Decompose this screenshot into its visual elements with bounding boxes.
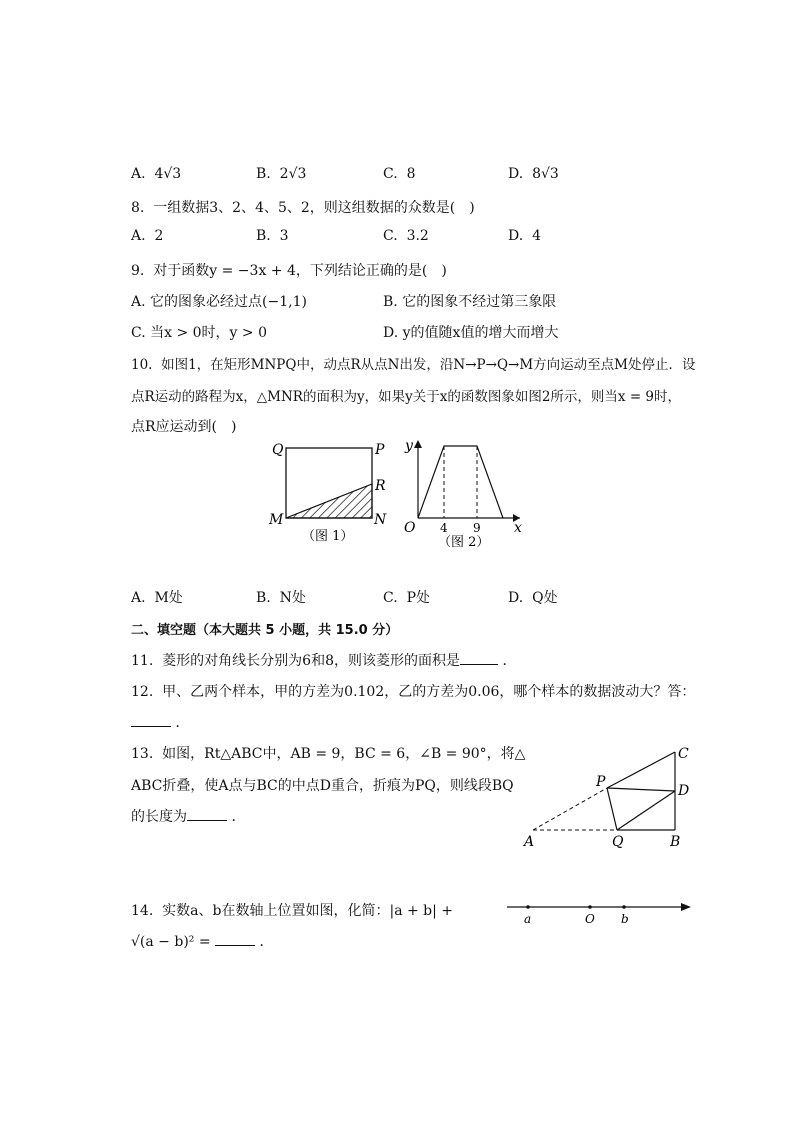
q8-stem: 8. 一组数据3、2、4、5、2，则这组数据的众数是( ) [131,200,475,216]
q8-option-b: B. 3 [256,228,289,244]
function-graph [418,446,503,518]
q10-option-a: A. M处 [131,590,183,606]
q14-stem-line2: √(a − b)² = ． [131,931,273,951]
q8-option-c: C. 3.2 [383,228,429,244]
point-o [588,905,592,909]
label-a: A [524,834,535,850]
fig2-label-y: y [405,438,413,454]
q8-option-a: A. 2 [131,228,164,244]
q10-option-d: D. Q处 [508,590,558,606]
q14-stem-line1: 14. 实数a、b在数轴上位置如图，化简：|a + b| + [131,903,454,919]
segment-pc [607,752,675,788]
q9-option-d: D. y的值随x值的增大而增大 [383,325,559,341]
segment-ap-dashed [533,788,607,830]
label-c: C [678,746,689,762]
label-a: a [524,912,532,926]
q7-option-a: A. 4√3 [131,166,182,182]
section-heading-fill-in: 二、填空题（本大题共 5 小题，共 15.0 分） [131,623,399,638]
q12-answer-line: ． [131,712,189,732]
q10-figure-1 [262,438,402,548]
q14-number-line [505,896,695,926]
segment-qd [617,791,675,830]
q13-figure [518,742,698,854]
q11-stem: 11. 菱形的对角线长分别为6和8，则该菱形的面积是 ． [131,650,516,670]
fig1-caption: （图 1） [302,529,354,544]
fig1-label-q: Q [272,442,284,458]
q10-option-b: B. N处 [256,590,306,606]
point-b [622,905,626,909]
fig2-label-x: x [514,520,522,536]
label-d: D [678,783,690,799]
q12-stem: 12. 甲、乙两个样本，甲的方差为0.102，乙的方差为0.06，哪个样本的数据波动大？答： [131,684,696,700]
fig1-label-p: P [375,442,385,458]
label-b: B [670,834,681,850]
q13-stem-line2: ABC折叠，使A点与BC的中点D重合，折痕为PQ，则线段BQ [131,778,514,794]
label-o: O [585,912,595,926]
q10-stem-line2: 点R运动的路程为x，△MNR的面积为y，如果y关于x的函数图象如图2所示，则当x = 9时， [131,389,682,405]
q9-stem: 9. 对于函数y = −3x + 4，下列结论正确的是( ) [131,263,447,279]
label-b: b [621,912,629,926]
segment-pd [607,788,675,791]
fig2-caption: （图 2） [438,535,490,550]
q13-stem-line1: 13. 如图，Rt△ABC中，AB = 9，BC = 6，∠B = 90°，将△ [131,746,526,762]
q14-answer-blank[interactable] [215,931,255,946]
fig2-tick-4: 4 [440,521,448,535]
q10-stem-line1: 10. 如图1，在矩形MNPQ中，动点R从点N出发，沿N→P→Q→M方向运动至点M处停止．设 [131,357,696,373]
fold-line-pq [607,788,617,830]
q12-answer-blank[interactable] [131,712,171,727]
fig2-tick-9: 9 [473,521,481,535]
q11-answer-blank[interactable] [460,650,498,665]
q10-figure-2 [400,436,530,554]
q7-option-b: B. 2√3 [256,166,307,182]
number-line-arrow-icon [681,903,691,911]
fig1-label-m: M [269,512,284,528]
q13-answer-blank[interactable] [187,806,227,821]
fig2-label-o: O [404,520,416,536]
q8-option-d: D. 4 [508,228,542,244]
q9-option-a: A. 它的图象必经过点(−1,1) [131,294,307,310]
y-axis-arrow-icon [414,440,422,448]
point-a [526,905,530,909]
shaded-triangle-mnr [286,484,372,518]
fig1-label-n: N [374,512,387,528]
q9-option-b: B. 它的图象不经过第三象限 [383,294,557,310]
label-q: Q [612,834,624,850]
label-p: P [596,774,606,790]
q7-option-d: D. 8√3 [508,166,559,182]
q7-option-c: C. 8 [383,166,416,182]
q10-stem-line3: 点R应运动到( ) [131,419,237,435]
q13-stem-line3: 的长度为 ． [131,806,245,826]
q10-option-c: C. P处 [383,590,430,606]
q9-option-c: C. 当x > 0时，y > 0 [131,325,268,341]
fig1-label-r: R [375,478,386,494]
